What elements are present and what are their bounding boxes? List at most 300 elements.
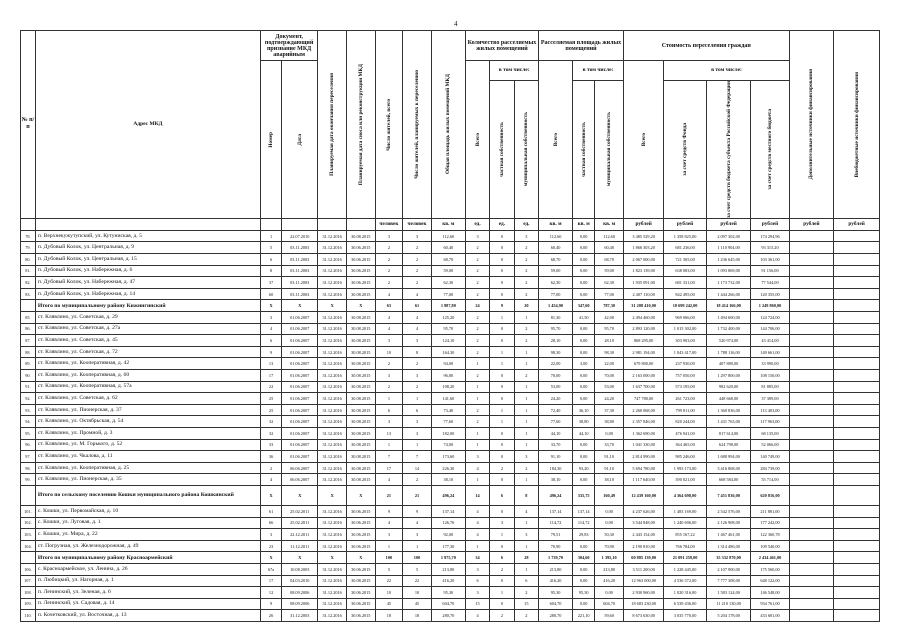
value-cell: 2 434 461,00 (751, 552, 789, 564)
value-cell: 2 (465, 288, 489, 300)
value-cell: 3 (260, 312, 281, 324)
value-cell (789, 416, 834, 428)
value-cell: 164,30 (431, 346, 465, 358)
value-cell: 0 (490, 381, 514, 393)
value-cell: 3 (514, 230, 538, 242)
value-cell: 2 (403, 265, 432, 277)
unit-cell: кв. м (539, 218, 573, 230)
value-cell: 30.06.2015 (346, 563, 375, 575)
value-cell (789, 552, 834, 564)
header-cost-including: в том числе: (664, 61, 789, 81)
value-cell: 2 190 810,00 (623, 540, 663, 552)
header-additional-sources: Дополнительные источники финансирования (789, 31, 834, 219)
value-cell: 8 (260, 265, 281, 277)
value-cell: 0,00 (595, 517, 624, 529)
row-number: 86. (21, 323, 36, 335)
value-cell: 2 407 110,00 (623, 288, 663, 300)
value-cell: 3 (375, 335, 403, 347)
value-cell: 620 816,00 (751, 485, 789, 505)
value-cell: 93 315,20 (751, 242, 789, 254)
value-cell: 81,30 (539, 312, 573, 324)
value-cell: 100 (375, 552, 403, 564)
row-number: 99. (21, 474, 36, 486)
value-cell: 31.12.2016 (318, 529, 347, 541)
value-cell: 38,10 (595, 474, 624, 486)
value-cell: 604,70 (431, 598, 465, 610)
value-cell: 237 930,00 (664, 358, 706, 370)
value-cell: 3,00 (573, 358, 595, 370)
value-cell: X (282, 300, 318, 312)
value-cell: X (260, 552, 281, 564)
value-cell: 12 (260, 587, 281, 599)
value-cell: 2 067 000,00 (623, 254, 663, 266)
value-cell: 3 (465, 587, 489, 599)
header-rooms-total: Всего (465, 61, 489, 219)
value-cell: 1 866 303,20 (623, 242, 663, 254)
value-cell: 0 (490, 242, 514, 254)
value-cell: 4 (465, 529, 489, 541)
address-cell: ст. Клявлино, ул. Кооперативная, д. 25 (35, 462, 260, 474)
row-number: 87. (21, 335, 36, 347)
value-cell: 604,70 (539, 598, 573, 610)
value-cell: 01.06.2007 (282, 381, 318, 393)
value-cell: 0,00 (573, 335, 595, 347)
table-row (21, 427, 880, 439)
value-cell: 30.08.2015 (346, 393, 375, 405)
value-cell: 1 228 445,00 (664, 563, 706, 575)
value-cell: 1 297 800,00 (706, 370, 751, 382)
header-planned-end: Планируемая дата окончания переселения (318, 31, 347, 219)
value-cell: 31.12.2016 (318, 288, 347, 300)
value-cell: 0 (490, 598, 514, 610)
value-cell: 2 (403, 381, 432, 393)
value-cell: 0 (490, 575, 514, 587)
value-cell (789, 393, 834, 405)
value-cell: 91,10 (539, 451, 573, 463)
value-cell: 0,00 (573, 381, 595, 393)
value-cell: 77,00 (431, 288, 465, 300)
value-cell: X (282, 485, 318, 505)
value-cell: 0 (490, 254, 514, 266)
value-cell: 221,10 (573, 610, 595, 622)
value-cell: 26 (260, 610, 281, 622)
value-cell: X (260, 485, 281, 505)
value-cell (789, 381, 834, 393)
row-number: 82. (21, 277, 36, 289)
value-cell: 1 637 700,00 (623, 381, 663, 393)
address-cell: ст. Клявлино, ул. Кооперативная, д. 60 (35, 370, 260, 382)
value-cell (834, 587, 880, 599)
unit-cell: человек (403, 218, 432, 230)
value-cell: 3 (403, 335, 432, 347)
value-cell: 0 (490, 265, 514, 277)
value-cell: 4 (403, 312, 432, 324)
value-cell: 8 673 630,00 (623, 610, 663, 622)
value-cell: 9 (403, 505, 432, 517)
value-cell: 120 355,00 (751, 288, 789, 300)
value-cell: 1 (490, 358, 514, 370)
value-cell: 3 (465, 451, 489, 463)
value-cell: 3 (375, 370, 403, 382)
unit-cell: кв. м (431, 218, 465, 230)
value-cell (789, 370, 834, 382)
value-cell: 0,00 (573, 346, 595, 358)
value-cell: 416,20 (431, 575, 465, 587)
value-cell: 28,10 (595, 335, 624, 347)
value-cell: 1 (465, 427, 489, 439)
value-cell: 31.12.2016 (318, 517, 347, 529)
value-cell: 03.11.2003 (282, 242, 318, 254)
value-cell: 13 (375, 427, 403, 439)
value-cell: 174 294,96 (751, 230, 789, 242)
value-cell: 6 (490, 485, 514, 505)
value-cell: 2 (465, 323, 489, 335)
value-cell: 77,60 (539, 416, 573, 428)
value-cell: 1 236 645,00 (706, 254, 751, 266)
value-cell: 31.12.2016 (318, 370, 347, 382)
value-cell: 68,70 (595, 254, 624, 266)
value-cell: 721 305,00 (664, 254, 706, 266)
row-number: 79. (21, 242, 36, 254)
value-cell: 137,14 (539, 505, 573, 517)
value-cell: 60,40 (431, 242, 465, 254)
value-cell (834, 277, 880, 289)
value-cell (789, 335, 834, 347)
value-cell (834, 312, 880, 324)
value-cell: 112,60 (595, 230, 624, 242)
value-cell: 5 204 178,00 (706, 610, 751, 622)
address-cell: п. Кочетковский, ул. Восточная, д. 13 (35, 610, 260, 622)
value-cell: 4 (403, 323, 432, 335)
table-row (21, 358, 880, 370)
value-cell: 137,14 (431, 505, 465, 517)
value-cell: 38,80 (595, 416, 624, 428)
value-cell: 2 260 068,00 (623, 404, 663, 416)
value-cell: 0 (490, 323, 514, 335)
value-cell: 364 465,00 (664, 439, 706, 451)
value-cell: 213,80 (595, 563, 624, 575)
value-cell: 20 (514, 300, 538, 312)
address-cell: ст. Клявлино, ул. Советская, д. 62 (35, 393, 260, 405)
value-cell: 17 (375, 462, 403, 474)
value-cell: 55 714,00 (751, 474, 789, 486)
value-cell: 2 (375, 277, 403, 289)
value-cell: 95,30 (573, 587, 595, 599)
value-cell: 1 (465, 381, 489, 393)
value-cell: 01.06.2007 (282, 404, 318, 416)
header-num: № п/п (21, 31, 36, 219)
value-cell: 0,00 (595, 505, 624, 517)
value-cell: 32 (260, 427, 281, 439)
value-cell: 2 (465, 254, 489, 266)
row-number: 101. (21, 505, 36, 517)
value-cell: 59,60 (595, 610, 624, 622)
value-cell: 1 583 124,00 (706, 587, 751, 599)
value-cell: 30.08.2015 (346, 462, 375, 474)
value-cell: 787,30 (595, 300, 624, 312)
value-cell: 30.06.2015 (346, 242, 375, 254)
value-cell (834, 335, 880, 347)
value-cell: 03.11.2003 (282, 277, 318, 289)
value-cell: 31.12.2016 (318, 277, 347, 289)
value-cell: 213,80 (431, 563, 465, 575)
value-cell: 1 935 091,00 (623, 277, 663, 289)
value-cell: 44,10 (573, 427, 595, 439)
header-doc-date: Дата (282, 61, 318, 219)
value-cell: 1 (465, 393, 489, 405)
value-cell: 2 (465, 277, 489, 289)
value-cell: 124 724,00 (751, 312, 789, 324)
value-cell: 68 135,00 (751, 427, 789, 439)
value-cell: 66 (260, 517, 281, 529)
value-cell: 2 (490, 563, 514, 575)
table-row (21, 451, 880, 463)
value-cell: 1 993 173,00 (664, 462, 706, 474)
value-cell: 2 (514, 335, 538, 347)
value-cell: 2 (403, 474, 432, 486)
address-cell: ст. Клявлино, ул. Советская, д. 29 (35, 312, 260, 324)
unit-cell (346, 218, 375, 230)
value-cell: 4 (375, 312, 403, 324)
value-cell: 184,30 (539, 462, 573, 474)
value-cell: 648 122,00 (751, 575, 789, 587)
value-cell: 1 362 690,00 (623, 427, 663, 439)
value-cell: 1 (260, 230, 281, 242)
value-cell: 1 (514, 393, 538, 405)
value-cell: 146 548,00 (751, 587, 789, 599)
value-cell: 4 237 626,00 (623, 505, 663, 517)
value-cell: 2 542 576,00 (706, 505, 751, 517)
value-cell: 1 (514, 517, 538, 529)
row-number: 91. (21, 381, 36, 393)
value-cell: X (282, 552, 318, 564)
value-cell: 01.06.2007 (282, 323, 318, 335)
value-cell: 31.12.2003 (282, 610, 318, 622)
value-cell: 01.06.2007 (282, 416, 318, 428)
value-cell: 31.12.2016 (318, 323, 347, 335)
address-cell: ст. Погрузная, ул. Железнодорожная, д. 49 (35, 540, 260, 552)
value-cell (834, 416, 880, 428)
value-cell: 681 331,00 (664, 277, 706, 289)
table-row (21, 517, 880, 529)
value-cell: 01.06.2007 (282, 335, 318, 347)
header-area-total: Всего (539, 61, 573, 219)
table-row (21, 230, 880, 242)
value-cell: 2 (514, 265, 538, 277)
value-cell: 1 (490, 529, 514, 541)
value-cell: 4 (465, 462, 489, 474)
value-cell: 24,20 (595, 393, 624, 405)
value-cell: 77,00 (539, 288, 573, 300)
value-cell: 31.12.2016 (318, 404, 347, 416)
value-cell: 280,70 (539, 610, 573, 622)
value-cell: 0,00 (573, 563, 595, 575)
value-cell: 03.11.2003 (282, 254, 318, 266)
value-cell: 1 (514, 358, 538, 370)
value-cell (789, 312, 834, 324)
value-cell: 1 (375, 393, 403, 405)
value-cell: 855 167,22 (664, 529, 706, 541)
value-cell: 1 823 139,00 (623, 265, 663, 277)
value-cell: 6 (260, 335, 281, 347)
value-cell: 2 (514, 288, 538, 300)
value-cell: 624 798,00 (706, 439, 751, 451)
value-cell: 98,30 (595, 346, 624, 358)
address-cell: ст. Клявлино, ул. Кооперативная, д. 57а (35, 381, 260, 393)
value-cell: 335,75 (573, 485, 595, 505)
value-cell: 0 (490, 474, 514, 486)
value-cell (789, 540, 834, 552)
value-cell: 0,00 (573, 370, 595, 382)
table-row (21, 265, 880, 277)
value-cell: 0,00 (573, 540, 595, 552)
value-cell: 2 (465, 335, 489, 347)
value-cell: 1 (514, 427, 538, 439)
value-cell (834, 563, 880, 575)
table-row (21, 335, 880, 347)
value-cell: 0,00 (573, 323, 595, 335)
row-number: 90. (21, 370, 36, 382)
value-cell (789, 474, 834, 486)
value-cell: 31.12.2016 (318, 346, 347, 358)
value-cell: 31.12.2016 (318, 312, 347, 324)
row-number: 97. (21, 451, 36, 463)
value-cell: 4 536 572,00 (664, 575, 706, 587)
value-cell: 98,30 (539, 346, 573, 358)
value-cell: 1 (514, 540, 538, 552)
value-cell: 3 544 848,00 (623, 517, 663, 529)
value-cell: 34 (465, 552, 489, 564)
value-cell: 113 403,00 (751, 404, 789, 416)
value-cell (834, 451, 880, 463)
value-cell: 1 (403, 439, 432, 451)
value-cell: 30.06.2015 (346, 587, 375, 599)
value-cell: 124,10 (431, 335, 465, 347)
value-cell: 5 (403, 563, 432, 575)
value-cell: 31.12.2016 (318, 439, 347, 451)
value-cell: 30.08.2015 (346, 230, 375, 242)
value-cell: 985 246,00 (664, 451, 706, 463)
value-cell: 2 (490, 610, 514, 622)
header-rooms-including: в том числе: (490, 61, 539, 81)
value-cell (834, 346, 880, 358)
table-row (21, 587, 880, 599)
address-cell: ст. Клявлино, ул. Чкалова, д. 11 (35, 451, 260, 463)
value-cell: 433 681,00 (751, 610, 789, 622)
value-cell: 0,00 (573, 575, 595, 587)
value-cell: 92,00 (431, 529, 465, 541)
value-cell: 8 (514, 485, 538, 505)
value-cell (789, 485, 834, 505)
value-cell: 31.12.2016 (318, 393, 347, 405)
value-cell: 60 (260, 288, 281, 300)
table-row (21, 610, 880, 622)
value-cell: 62,30 (431, 277, 465, 289)
value-cell: 1 249 860,00 (751, 300, 789, 312)
value-cell: 7 777 308,00 (706, 575, 751, 587)
value-cell (834, 517, 880, 529)
value-cell: 820 244,00 (664, 416, 706, 428)
unit-cell: рублей (664, 218, 706, 230)
value-cell (834, 230, 880, 242)
value-cell: 969 066,00 (664, 312, 706, 324)
table-row (21, 529, 880, 541)
value-cell: 1 240 696,00 (664, 517, 706, 529)
value-cell: 112,60 (431, 230, 465, 242)
table-row (21, 598, 880, 610)
value-cell: 2 443 154,00 (623, 529, 663, 541)
value-cell: 1 (465, 474, 489, 486)
value-cell: 15 (514, 598, 538, 610)
resettlement-table (20, 30, 880, 622)
address-cell: ст. Клявлино, ул. Советская, д. 45 (35, 335, 260, 347)
value-cell: 22 (375, 575, 403, 587)
value-cell: 1 (514, 439, 538, 451)
value-cell: 01.06.2007 (282, 312, 318, 324)
value-cell: 01.06.2007 (282, 427, 318, 439)
value-cell: 1 444 266,00 (706, 288, 751, 300)
value-cell: 30.06.2015 (346, 610, 375, 622)
unit-cell: рублей (623, 218, 663, 230)
value-cell: 1 732 400,00 (706, 323, 751, 335)
address-cell: ст. Клявлино, ул. Кооперативная, д. 42 (35, 358, 260, 370)
value-cell: 77 544,00 (751, 277, 789, 289)
value-cell: 6 (375, 404, 403, 416)
value-cell: 2 (375, 381, 403, 393)
value-cell: 60 885 139,00 (623, 552, 663, 564)
value-cell: X (318, 552, 347, 564)
value-cell: 2 126 908,00 (706, 517, 751, 529)
value-cell: 934 761,00 (751, 598, 789, 610)
value-cell (834, 370, 880, 382)
value-cell: 3 (465, 230, 489, 242)
value-cell: 1 173 732,00 (706, 277, 751, 289)
value-cell: 03.11.2003 (282, 288, 318, 300)
value-cell: 681 236,00 (664, 242, 706, 254)
value-cell: 10 (375, 346, 403, 358)
value-cell: 3 (465, 563, 489, 575)
value-cell: 01.06.2007 (282, 358, 318, 370)
value-cell: 103 361,00 (751, 254, 789, 266)
value-cell: 0,00 (573, 439, 595, 451)
value-cell: 4 (260, 474, 281, 486)
value-cell: 1 (514, 474, 538, 486)
address-cell: п. Ленинский, ул. Зеленая, д. 6 (35, 587, 260, 599)
value-cell: 95,30 (539, 587, 573, 599)
header-doc-number: Номер (260, 61, 281, 219)
value-cell: X (318, 300, 347, 312)
value-cell: 30.06.2015 (346, 505, 375, 517)
value-cell: 73,40 (431, 404, 465, 416)
value-cell: 3 (375, 416, 403, 428)
row-number: 81. (21, 265, 36, 277)
value-cell: 114,72 (573, 517, 595, 529)
value-cell: 4 (403, 517, 432, 529)
value-cell (789, 598, 834, 610)
value-cell: 30.06.2015 (346, 517, 375, 529)
value-cell (834, 404, 880, 416)
value-cell: 30.06.2015 (346, 254, 375, 266)
total-label: Итого по муниципальному району Красноармейский (35, 552, 260, 564)
value-cell: 7 (375, 451, 403, 463)
value-cell: 1 788 116,00 (706, 346, 751, 358)
value-cell: 30.08.2015 (346, 335, 375, 347)
value-cell: 303 903,00 (664, 335, 706, 347)
value-cell: 0 (490, 439, 514, 451)
value-cell: 140 749,00 (751, 451, 789, 463)
value-cell: 31.12.2016 (318, 381, 347, 393)
value-cell: 94,00 (431, 358, 465, 370)
